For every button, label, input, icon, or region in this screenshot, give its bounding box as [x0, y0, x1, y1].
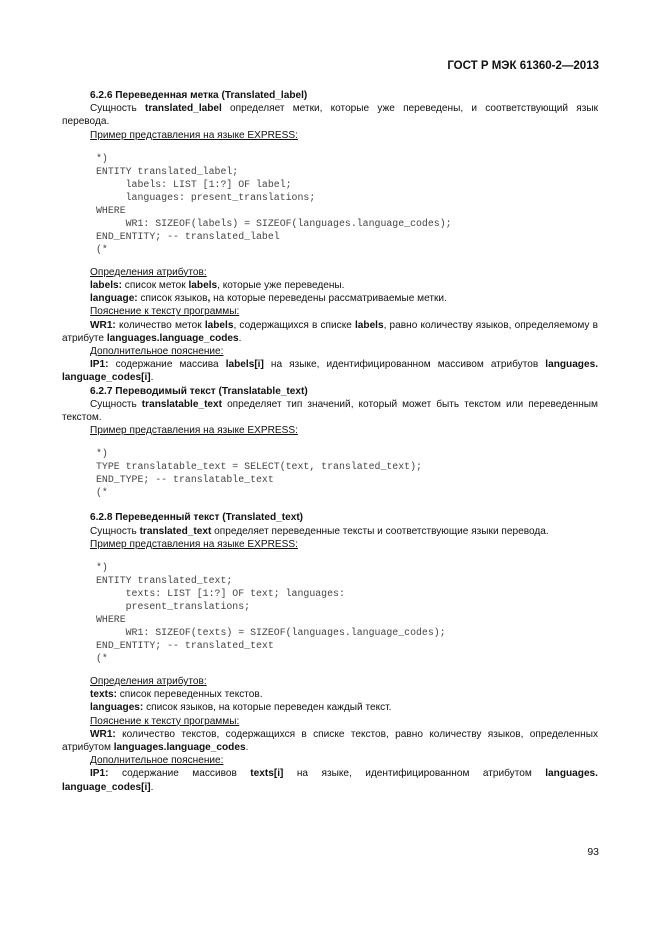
attr-name: texts:: [90, 689, 117, 701]
example-label-text: Пример представления на языке EXPRESS:: [90, 425, 298, 437]
rule-text: количество текстов, содержащихся в списке текстов, равно количеству языков, определенных атрибутом: [62, 728, 598, 754]
attr-label-text: Определения атрибутов:: [90, 676, 207, 688]
attr-text: список переведенных текстов.: [116, 689, 263, 701]
rule-term: languages.language_codes: [113, 742, 246, 754]
attr-language-definition: [62, 292, 598, 305]
attr-name: language:: [90, 293, 138, 305]
attr-text: список меток: [121, 280, 189, 292]
code-line: *): [96, 152, 108, 164]
rule-name: WR1:: [90, 728, 116, 740]
intro-text: Сущность: [90, 525, 140, 537]
note-label-text: Пояснение к тексту программы:: [90, 715, 240, 727]
program-note-label-6-2-8: [62, 715, 598, 728]
attr-labels-definition: [62, 279, 598, 292]
code-line: (*: [96, 653, 108, 665]
intro-term: translated_label: [144, 103, 222, 115]
intro-text: определяет переведенные тексты и соответствующие языки перевода.: [211, 525, 549, 537]
rule-name: IP1:: [90, 359, 109, 371]
attr-languages-definition: [62, 701, 598, 714]
rule-text: .: [238, 332, 242, 344]
rule-text: на языке, идентифицированном атрибутом: [283, 768, 546, 780]
rule-text: на языке, идентифицированном массивом атрибутов: [263, 359, 546, 371]
attr-label-text: Определения атрибутов:: [90, 266, 207, 278]
code-line: (*: [96, 487, 108, 499]
rule-term: labels: [354, 319, 384, 331]
code-line: (*: [96, 243, 108, 255]
code-line: texts: LIST [1:?] OF text; languages:: [96, 588, 345, 600]
code-line: END_ENTITY; -- translated_text: [96, 640, 274, 652]
rule-name: WR1:: [90, 319, 116, 331]
rule-text: .: [150, 372, 154, 384]
express-code-6-2-7: [62, 447, 598, 499]
example-label-text: Пример представления на языке EXPRESS:: [90, 129, 298, 141]
rule-term: labels: [204, 319, 234, 331]
program-note-label-6-2-6: [62, 305, 598, 318]
code-line: TYPE translatable_text = SELECT(text, translated_text);: [96, 461, 422, 473]
section-title-6-2-6: 6.2.6 Переведенная метка (Translated_label): [90, 90, 308, 101]
rule-text: количество меток: [115, 319, 205, 331]
section-title-6-2-8: 6.2.8 Переведенный текст (Translated_text): [90, 512, 304, 524]
note-label-text: Пояснение к тексту программы:: [90, 306, 240, 318]
code-line: ENTITY translated_label;: [96, 165, 239, 177]
code-line: WHERE: [96, 204, 126, 216]
example-label-6-2-7: [62, 424, 598, 437]
code-line: present_translations;: [96, 601, 251, 613]
code-line: *): [96, 448, 108, 460]
code-line: languages: present_translations;: [96, 191, 316, 203]
express-code-6-2-6: [62, 152, 598, 256]
page-number: 93: [587, 846, 599, 858]
example-label-text: Пример представления на языке EXPRESS:: [90, 538, 298, 550]
section-intro-6-2-7: [62, 398, 598, 424]
page-content: [62, 89, 598, 794]
rule-text: .: [150, 781, 154, 793]
wr1-explanation-6-2-6: [62, 319, 598, 345]
attr-texts-definition: [62, 688, 598, 701]
ip1-explanation-6-2-8: [62, 767, 598, 793]
rule-text: , содержащихся в списке: [233, 319, 355, 331]
rule-text: содержание массивов: [108, 768, 251, 780]
intro-text: определяет метки, которые уже переведены, и соответствующий язык перевода.: [62, 103, 598, 128]
rule-text: , равно количеству языков, определяемому в атрибуте: [62, 319, 598, 344]
rule-text: .: [245, 742, 249, 754]
code-line: END_TYPE; -- translatable_text: [96, 474, 274, 486]
code-line: END_ENTITY; -- translated_label: [96, 230, 280, 242]
attr-definitions-label-6-2-6: [62, 266, 598, 279]
attr-text: список языков: [137, 293, 208, 305]
attr-text: список языков, на которые переведен каждый текст.: [143, 702, 392, 714]
attr-term: labels: [188, 280, 218, 292]
code-line: WHERE: [96, 614, 126, 626]
intro-text: Сущность: [90, 398, 142, 410]
rule-term: texts[i]: [250, 768, 284, 780]
rule-name: IP1:: [90, 768, 109, 780]
code-line: WR1: SIZEOF(texts) = SIZEOF(languages.language_codes);: [96, 627, 446, 639]
standard-header: ГОСТ Р МЭК 61360-2—2013: [447, 60, 599, 72]
intro-text: Сущность: [90, 103, 145, 115]
section-title-6-2-7: 6.2.7 Переводимый текст (Translatable_text): [90, 385, 308, 397]
express-code-6-2-8: [62, 561, 598, 665]
attr-text: , которые уже переведены.: [217, 280, 345, 292]
rule-term: languages. language_codes[i]: [62, 359, 599, 384]
section-intro-6-2-8: [62, 525, 598, 538]
additional-note-label-6-2-8: [62, 754, 598, 767]
code-line: ENTITY translated_text;: [96, 575, 233, 587]
code-line: WR1: SIZEOF(labels) = SIZEOF(languages.language_codes);: [96, 217, 452, 229]
ip1-explanation-6-2-6: [62, 358, 598, 384]
code-line: labels: LIST [1:?] OF label;: [96, 178, 292, 190]
additional-note-label-6-2-6: [62, 345, 598, 358]
attr-name: languages:: [90, 702, 144, 714]
intro-term: translatable_text: [141, 398, 223, 410]
wr1-explanation-6-2-8: [62, 728, 598, 754]
add-label-text: Дополнительное пояснение:: [90, 755, 224, 767]
intro-term: translated_text: [139, 525, 212, 537]
add-label-text: Дополнительное пояснение:: [90, 346, 224, 358]
attr-term: ,: [207, 293, 211, 305]
example-label-6-2-8: [62, 538, 598, 551]
rule-term: languages.language_codes: [106, 332, 239, 344]
rule-term: labels[i]: [225, 359, 264, 371]
attr-definitions-label-6-2-8: [62, 675, 598, 688]
example-label-6-2-6: [62, 129, 598, 142]
section-intro-6-2-6: [62, 102, 598, 128]
intro-text: определяет тип значений, который может быть текстом или переведенным текстом.: [62, 398, 598, 424]
attr-name: labels:: [90, 280, 122, 292]
rule-text: содержание массива: [108, 359, 226, 371]
code-line: *): [96, 562, 108, 574]
rule-term: languages. language_codes[i]: [62, 768, 598, 793]
attr-text: на которые переведены рассматриваемые метки.: [210, 293, 447, 305]
